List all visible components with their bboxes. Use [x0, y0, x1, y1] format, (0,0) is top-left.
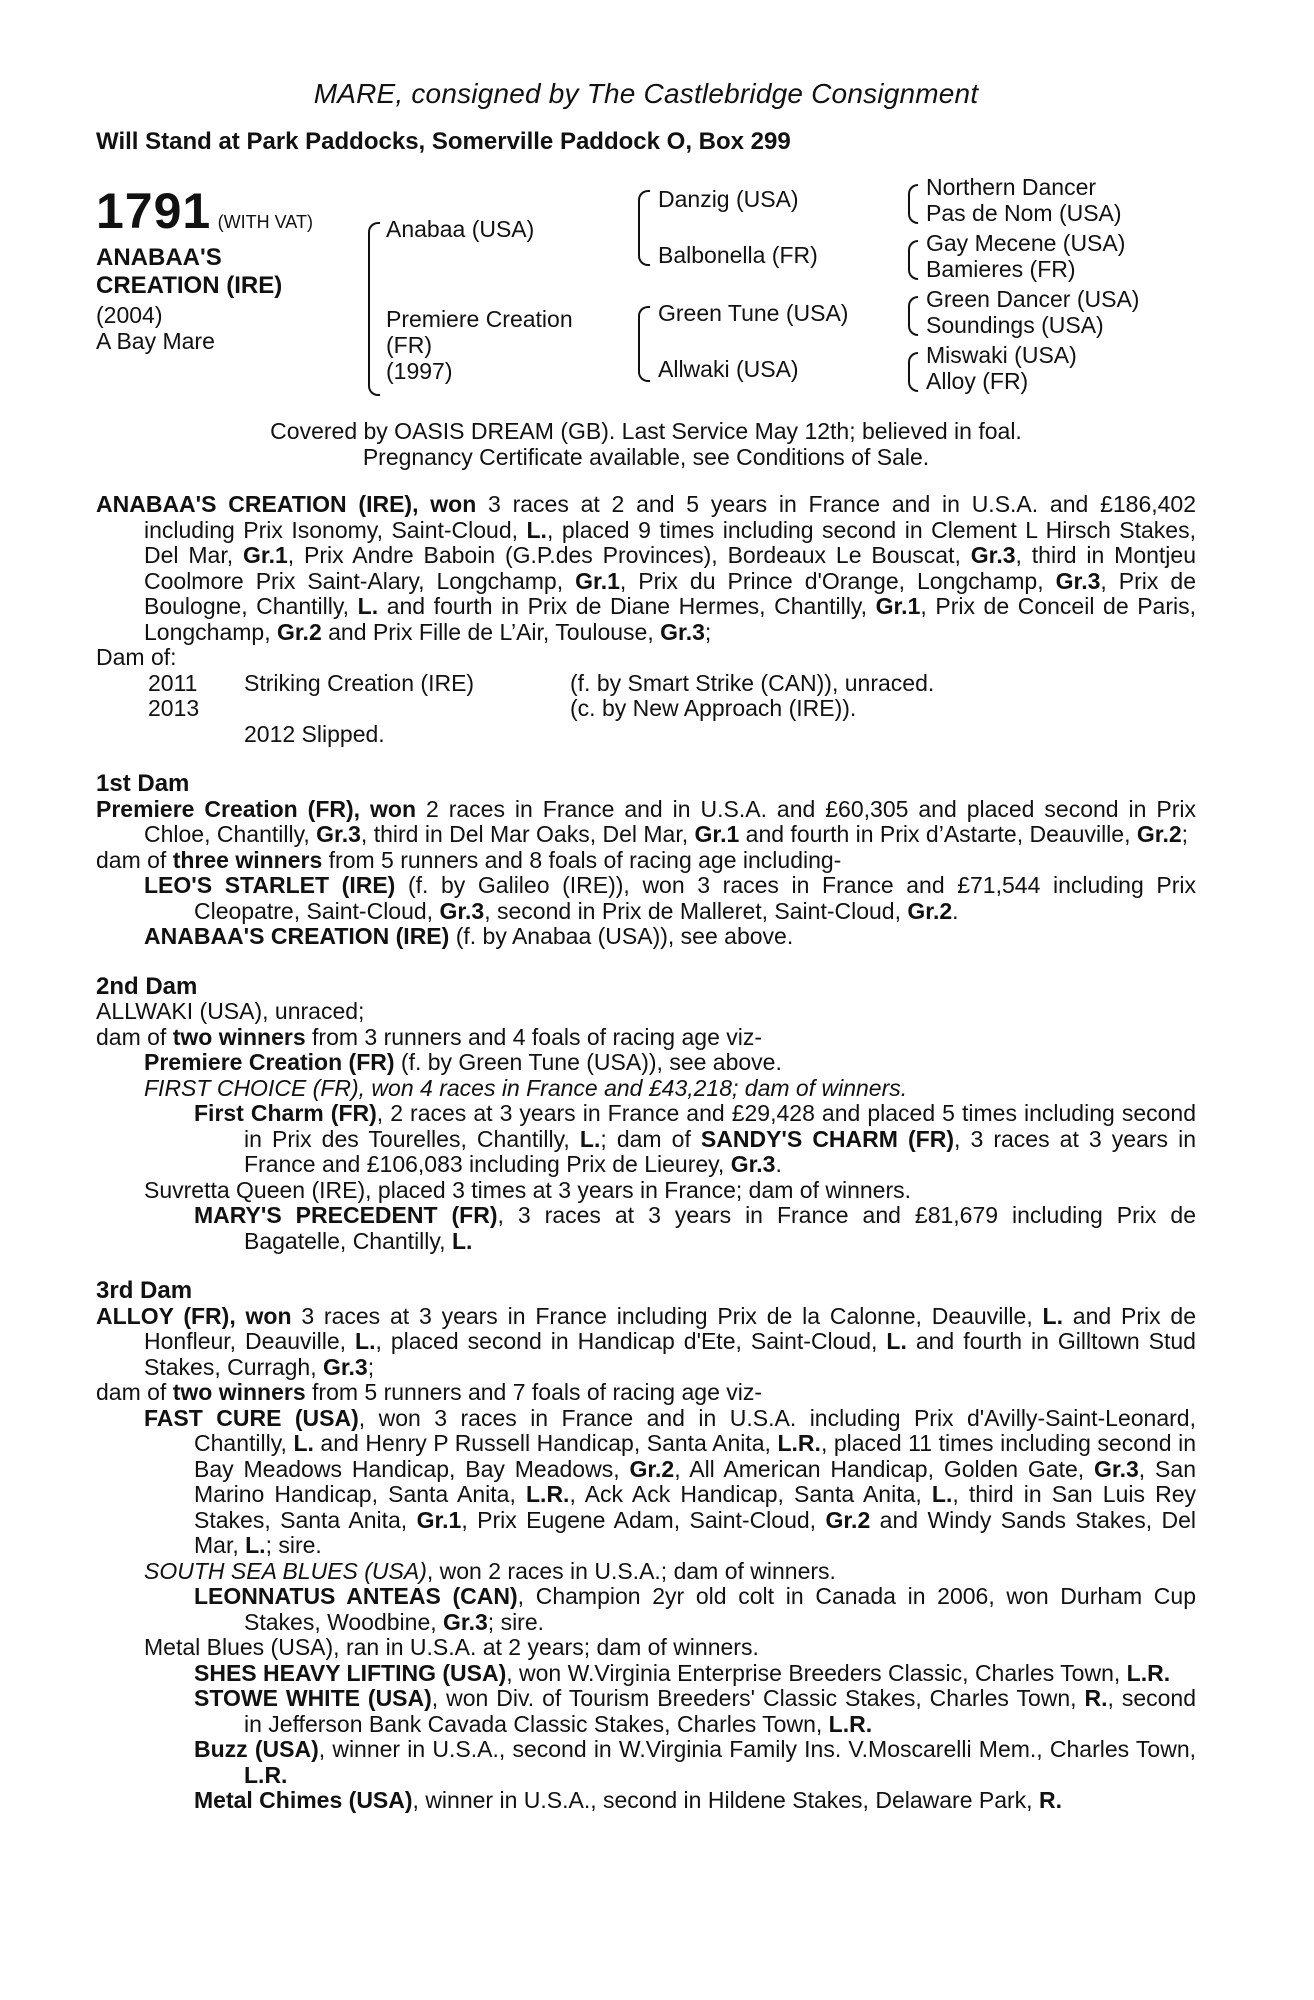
- produce-buzz: Buzz (USA), winner in U.S.A., second in W.Virginia Family Ins. V.Moscarelli Mem., Charles Town, L.R.: [194, 1736, 1196, 1788]
- third-dam-record: ALLOY (FR), won 3 races at 3 years in France including Prix de la Calonne, Deauville, L. and Prix de Honfleur, Deauville, L., placed second in Handicap d'Ete, Saint-Cloud, L. and fourth in Gilltown Stud Stakes, Curragh, Gr.3;: [96, 1302, 1196, 1380]
- catalogue-page: [96, 78, 1196, 1814]
- horse-name-line2: CREATION (IRE): [96, 272, 283, 299]
- offspring-row: 2011 Striking Creation (IRE) (f. by Smart Strike (CAN)), unraced.: [148, 669, 935, 696]
- dam-of-label: Dam of:: [96, 644, 177, 670]
- third-dam-produce: dam of two winners from 5 runners and 7 foals of racing age viz-: [96, 1379, 763, 1405]
- sire-dam: Balbonella (FR): [658, 242, 818, 268]
- grandparent-5: Green Dancer (USA): [926, 286, 1140, 312]
- grandparent-8: Alloy (FR): [926, 368, 1029, 394]
- pedigree-bracket-dam: [638, 306, 650, 382]
- first-dam-record: Premiere Creation (FR), won 2 races in France and in U.S.A. and £60,305 and placed second in Prix Chloe, Chantilly, Gr.3, third in Del Mar Oaks, Del Mar, Gr.1 and fourth in Prix d’Astarte, Deauville, Gr.2;: [96, 795, 1197, 847]
- pedigree-bracket-g1: [908, 184, 918, 224]
- produce-anabaas-creation: ANABAA'S CREATION (IRE) (f. by Anabaa (USA)), see above.: [144, 923, 794, 949]
- second-dam-heading: 2nd Dam: [96, 972, 198, 1000]
- mare-race-record: ANABAA'S CREATION (IRE), won 3 races at 2 and 5 years in France and in U.S.A. and £186,402 including Prix Isonomy, Saint-Cloud, L., placed 9 times including second in Clement L Hirsch Stakes, Del Mar, Gr.1, Prix Andre Baboin (G.P.des Provinces), Bordeaux Le Bouscat, Gr.3, third in Montjeu Coolmore Prix Saint-Alary, Longchamp, Gr.1, Prix du Prince d'Orange, Longchamp, Gr.3, Prix de Boulogne, Chantilly, L. and fourth in Prix de Diane Hermes, Chantilly, Gr.1, Prix de Conceil de Paris, Longchamp, Gr.2 and Prix Fille de L’Air, Toulouse, Gr.3;: [96, 491, 1197, 645]
- dam-line2: (FR): [386, 332, 432, 358]
- dam-dam: Allwaki (USA): [658, 356, 799, 382]
- lot-header: [96, 183, 313, 239]
- pedigree-bracket-sire: [638, 190, 650, 266]
- second-dam-produce: dam of two winners from 3 runners and 4 foals of racing age viz-: [96, 1023, 763, 1050]
- second-dam-record: ALLWAKI (USA), unraced;: [96, 998, 365, 1024]
- first-dam-produce: dam of three winners from 5 runners and 8 foals of racing age including-: [96, 846, 842, 873]
- grandparent-1: Northern Dancer: [926, 174, 1097, 200]
- produce-marys-precedent: MARY'S PRECEDENT (FR), 3 races at 3 years in France and £81,679 including Prix de Bagatelle, Chantilly, L.: [194, 1202, 1196, 1254]
- produce-premiere-creation: Premiere Creation (FR) (f. by Green Tune (USA)), see above.: [144, 1049, 782, 1075]
- pregnancy-line: Pregnancy Certificate available, see Conditions of Sale.: [362, 444, 930, 470]
- produce-shes-heavy-lifting: SHES HEAVY LIFTING (USA), won W.Virginia Enterprise Breeders Classic, Charles Town, L.R.: [194, 1659, 1171, 1686]
- dam-line1: Premiere Creation: [386, 306, 573, 332]
- produce-suvretta-queen: Suvretta Queen (IRE), placed 3 times at 3 years in France; dam of winners.: [144, 1176, 912, 1203]
- produce-fast-cure: FAST CURE (USA), won 3 races in France and in U.S.A. including Prix d'Avilly-Saint-Leonard, Chantilly, L. and Henry P Russell Handicap, Santa Anita, L.R., placed 11 times including second in Bay Meadows Handicap, Bay Meadows, Gr.2, All American Handicap, Golden Gate, Gr.3, San Marino Handicap, Santa Anita, L.R., Ack Ack Handicap, Santa Anita, L., third in San Luis Rey Stakes, Santa Anita, Gr.1, Prix Eugene Adam, Saint-Cloud, Gr.2 and Windy Sands Stakes, Del Mar, L.; sire.: [144, 1404, 1197, 1558]
- produce-metal-chimes: Metal Chimes (USA), winner in U.S.A., second in Hildene Stakes, Delaware Park, R.: [194, 1787, 1062, 1813]
- first-dam-heading: 1st Dam: [96, 770, 190, 797]
- third-dam-heading: 3rd Dam: [96, 1277, 193, 1304]
- lot-number: 1791: [96, 183, 212, 239]
- slipped-note: 2012 Slipped.: [244, 720, 385, 747]
- covered-line-1: Covered by OASIS DREAM (GB). Last Service May 12th; believed in foal.: [270, 418, 1022, 444]
- dam-sire: Green Tune (USA): [658, 300, 849, 326]
- produce-first-choice: FIRST CHOICE (FR), won 4 races in France and £43,218; dam of winners.: [144, 1074, 908, 1101]
- pedigree-table: [96, 174, 1196, 412]
- produce-leos-starlet: LEO'S STARLET (IRE) (f. by Galileo (IRE)), won 3 races in France and £71,544 including Prix Cleopatre, Saint-Cloud, Gr.3, second in Prix de Malleret, Saint-Cloud, Gr.2.: [144, 872, 1196, 924]
- offspring-row: 2013 (c. by New Approach (IRE)).: [148, 695, 857, 721]
- produce-leonnatus-anteas: LEONNATUS ANTEAS (CAN), Champion 2yr old colt in Canada in 2006, won Durham Cup Stakes, Woodbine, Gr.3; sire.: [194, 1583, 1196, 1635]
- pedigree-bracket-g4: [908, 352, 918, 392]
- pedigree-bracket-g3: [908, 296, 918, 336]
- covered-note: [96, 418, 1196, 470]
- produce-stowe-white: STOWE WHITE (USA), won Div. of Tourism Breeders' Classic Stakes, Charles Town, R., second in Jefferson Bank Cavada Classic Stakes, Charles Town, L.R.: [194, 1685, 1197, 1737]
- mare-name: ANABAA'S CREATION (IRE): [96, 491, 413, 517]
- sire: Anabaa (USA): [386, 216, 535, 242]
- dam-line3: (1997): [386, 358, 453, 384]
- horse-description: A Bay Mare: [96, 328, 215, 354]
- grandparent-7: Miswaki (USA): [926, 342, 1077, 368]
- foaling-year: (2004): [96, 302, 163, 328]
- pedigree-bracket-main: [368, 222, 380, 396]
- horse-name-line1: ANABAA'S: [96, 244, 222, 271]
- grandparent-2: Pas de Nom (USA): [926, 200, 1122, 226]
- produce-first-charm: First Charm (FR), 2 races at 3 years in France and £29,428 and placed 5 times including second in Prix des Tourelles, Chantilly, L.; dam of SANDY'S CHARM (FR), 3 races at 3 years in France and £106,083 including Prix de Lieurey, Gr.3.: [194, 1100, 1197, 1177]
- consignor-title: MARE, consigned by The Castlebridge Consignment: [313, 78, 979, 109]
- mare-record: [96, 492, 1196, 1814]
- sire-sire: Danzig (USA): [658, 186, 799, 212]
- produce-south-sea-blues: SOUTH SEA BLUES (USA), won 2 races in U.S.A.; dam of winners.: [144, 1557, 836, 1584]
- grandparent-6: Soundings (USA): [926, 312, 1104, 338]
- grandparent-4: Bamieres (FR): [926, 256, 1076, 282]
- produce-metal-blues: Metal Blues (USA), ran in U.S.A. at 2 years; dam of winners.: [144, 1634, 759, 1660]
- grandparent-3: Gay Mecene (USA): [926, 230, 1126, 256]
- stand-location: Will Stand at Park Paddocks, Somerville Paddock O, Box 299: [96, 128, 791, 155]
- pedigree-bracket-g2: [908, 240, 918, 280]
- vat-label: (WITH VAT): [217, 212, 313, 232]
